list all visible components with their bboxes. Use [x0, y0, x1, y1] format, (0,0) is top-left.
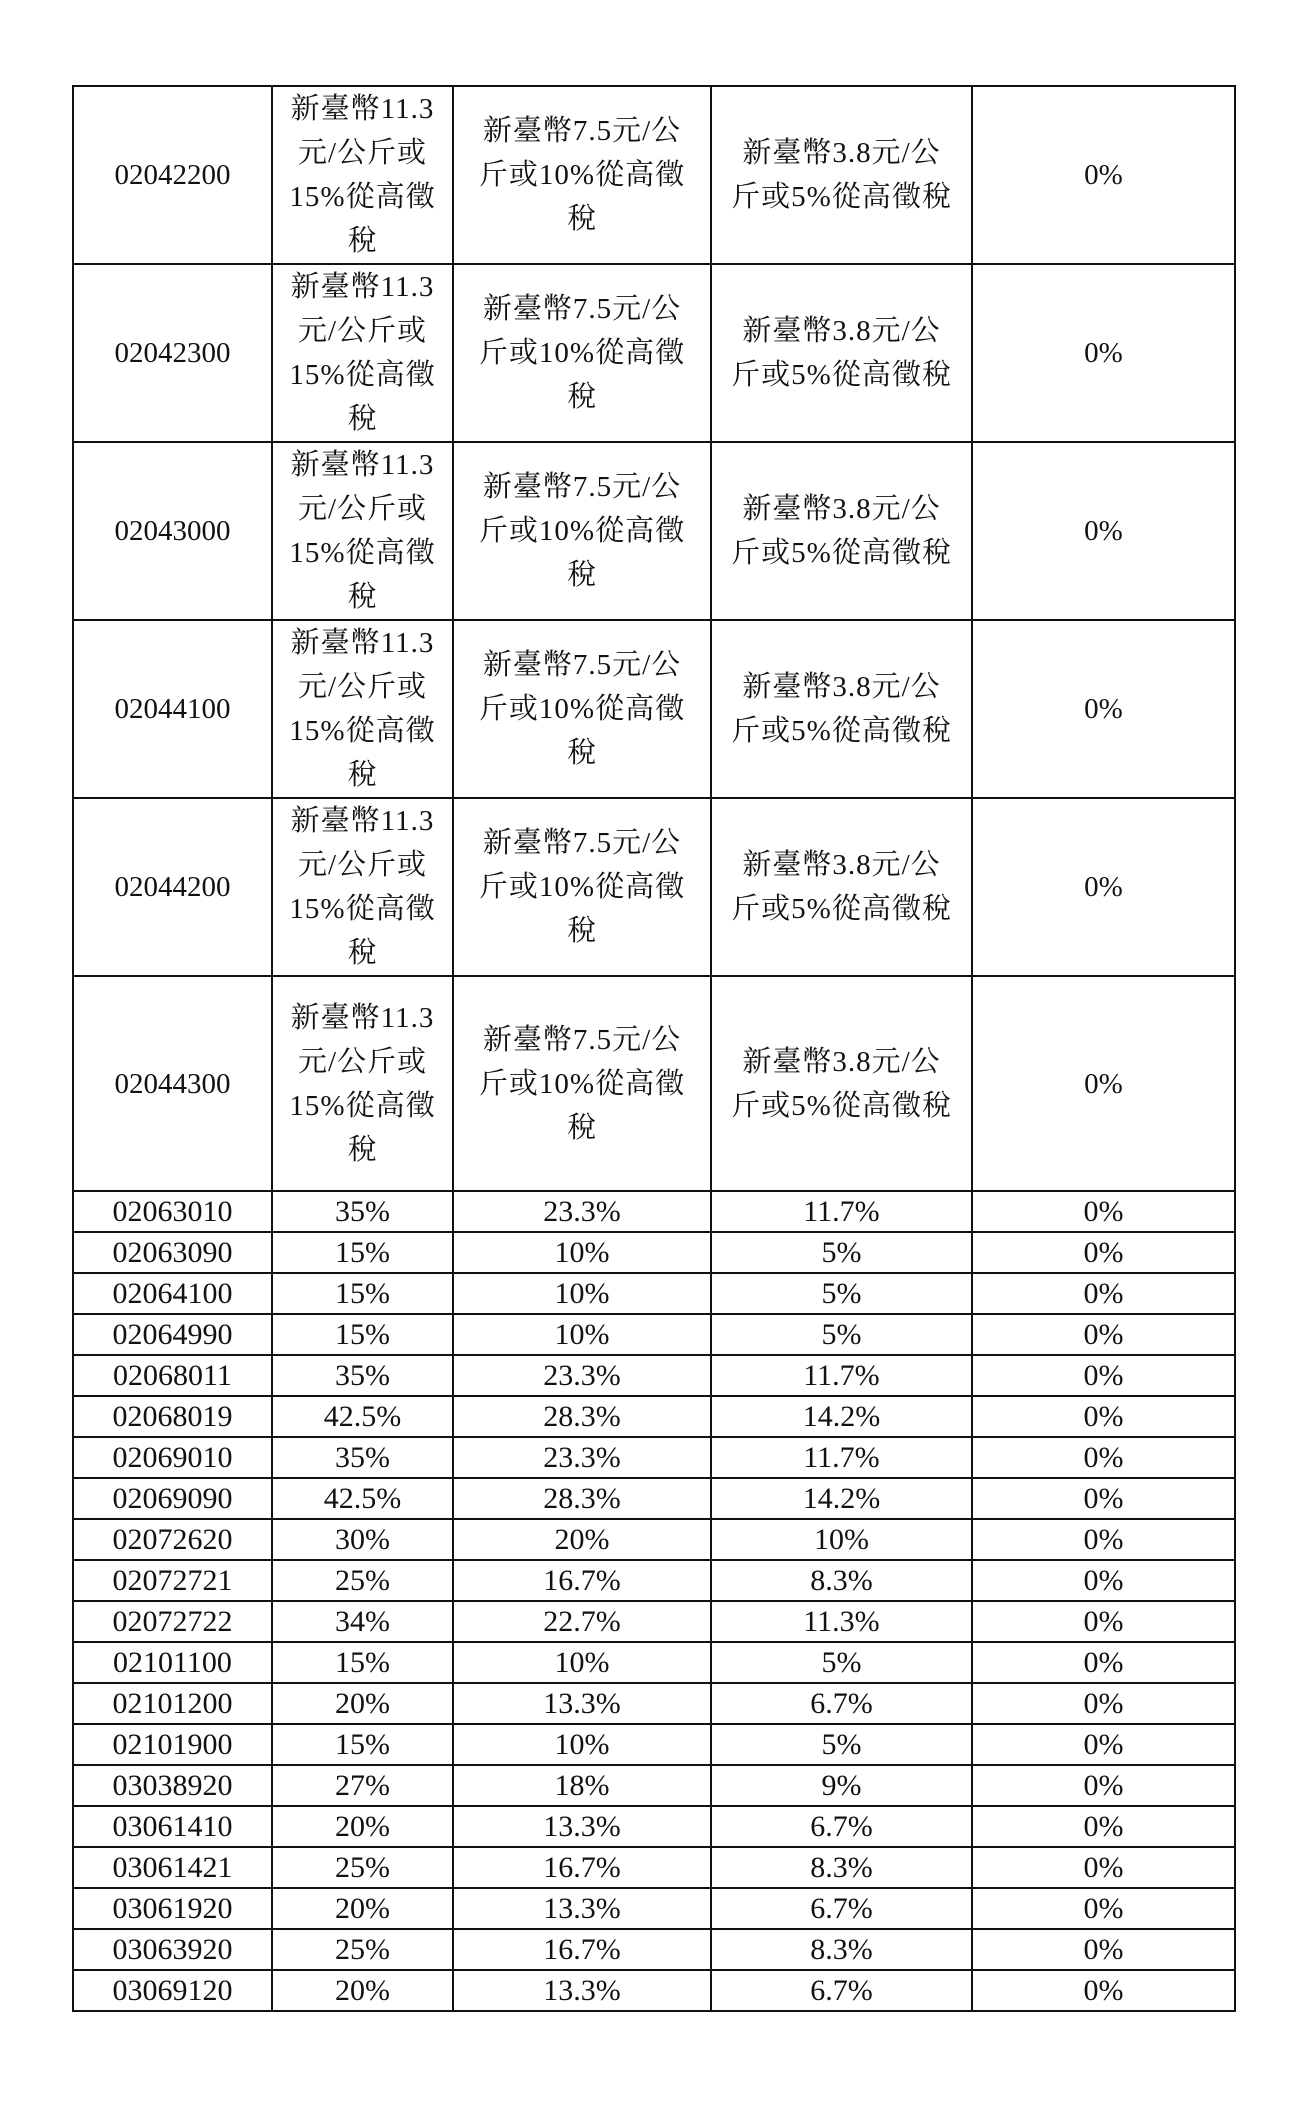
rate-cell-3	[711, 976, 972, 1191]
tariff-code-cell: 03061421	[73, 1847, 272, 1888]
rate-cell-3: 11.7%	[711, 1355, 972, 1396]
tariff-code-cell: 02063010	[73, 1191, 272, 1232]
tariff-code-cell: 02072721	[73, 1560, 272, 1601]
rate-cell-3: 5%	[711, 1642, 972, 1683]
table-row	[73, 1765, 1235, 1806]
rate-cell-2: 10%	[453, 1724, 711, 1765]
rate-cell-4: 0%	[972, 1191, 1235, 1232]
rate-cell-2: 10%	[453, 1314, 711, 1355]
rate-cell-2: 16.7%	[453, 1847, 711, 1888]
table-row	[73, 1519, 1235, 1560]
tariff-code-cell: 03063920	[73, 1929, 272, 1970]
cell-text-line: 斤或10%從高徵	[478, 1067, 686, 1100]
rate-cell-2: 13.3%	[453, 1683, 711, 1724]
table-row	[73, 620, 1235, 798]
rate-cell-3: 11.7%	[711, 1191, 972, 1232]
table-row	[73, 1806, 1235, 1847]
rate-cell-1: 15%	[272, 1232, 453, 1273]
rate-cell-3: 5%	[711, 1314, 972, 1355]
rate-cell-4: 0%	[972, 1355, 1235, 1396]
cell-text-line: 斤或10%從高徵	[478, 871, 686, 903]
cell-text-line: 15%從高徵	[289, 1089, 436, 1122]
rate-cell-2: 22.7%	[453, 1601, 711, 1642]
table-row	[73, 1888, 1235, 1929]
table-row	[73, 1478, 1235, 1519]
rate-cell-1: 20%	[272, 1683, 453, 1724]
rate-cell-1: 25%	[272, 1560, 453, 1601]
rate-cell-2: 13.3%	[453, 1888, 711, 1929]
rate-cell-4: 0%	[972, 1560, 1235, 1601]
rate-cell-2: 20%	[453, 1519, 711, 1560]
rate-cell-4: 0%	[972, 1970, 1235, 2011]
table-row	[73, 1232, 1235, 1273]
rate-cell-4: 0%	[972, 1847, 1235, 1888]
rate-cell-2: 18%	[453, 1765, 711, 1806]
cell-text-line: 稅	[566, 559, 597, 591]
rate-cell-4: 0%	[972, 1642, 1235, 1683]
cell-text-line: 新臺幣11.3	[290, 627, 435, 659]
cell-text-line: 元/公斤或	[297, 1045, 428, 1078]
tariff-code-cell: 02069010	[73, 1437, 272, 1478]
cell-text-line: 稅	[347, 403, 378, 435]
cell-text-line: 斤或5%從高徵稅	[731, 715, 952, 747]
rate-cell-1: 35%	[272, 1191, 453, 1232]
tariff-code-cell: 02044100	[73, 620, 272, 798]
table-row	[73, 1847, 1235, 1888]
rate-cell-2: 23.3%	[453, 1355, 711, 1396]
tariff-code-cell: 02101200	[73, 1683, 272, 1724]
rate-cell-1	[272, 442, 453, 620]
cell-text-line: 稅	[566, 915, 597, 947]
cell-text-line: 稅	[347, 759, 378, 791]
cell-text-line: 元/公斤或	[297, 671, 428, 703]
rate-cell-2: 23.3%	[453, 1191, 711, 1232]
rate-cell-2	[453, 798, 711, 976]
rate-cell-2	[453, 976, 711, 1191]
rate-cell-3: 5%	[711, 1273, 972, 1314]
table-row	[73, 1314, 1235, 1355]
rate-cell-4: 0%	[972, 1273, 1235, 1314]
rate-cell-2: 23.3%	[453, 1437, 711, 1478]
rate-cell-3: 6.7%	[711, 1970, 972, 2011]
cell-text-line: 新臺幣11.3	[290, 1001, 435, 1034]
rate-cell-1	[272, 86, 453, 264]
cell-text-line: 斤或5%從高徵稅	[731, 1089, 952, 1122]
table-row	[73, 1601, 1235, 1642]
cell-text-line: 稅	[347, 1133, 378, 1166]
rate-cell-3	[711, 798, 972, 976]
rate-cell-1: 42.5%	[272, 1478, 453, 1519]
tariff-code-cell: 03069120	[73, 1970, 272, 2011]
rate-cell-3: 6.7%	[711, 1888, 972, 1929]
table-row	[73, 798, 1235, 976]
cell-text-line: 新臺幣7.5元/公	[482, 293, 682, 325]
rate-cell-1: 20%	[272, 1888, 453, 1929]
rate-cell-2: 13.3%	[453, 1806, 711, 1847]
table-row	[73, 86, 1235, 264]
cell-text-line: 15%從高徵	[289, 893, 436, 925]
cell-text-line: 新臺幣3.8元/公	[742, 315, 941, 347]
cell-text-line: 新臺幣11.3	[290, 93, 435, 125]
cell-text-line: 15%從高徵	[289, 715, 436, 747]
tariff-code-cell: 02044300	[73, 976, 272, 1191]
tariff-code-cell: 02072620	[73, 1519, 272, 1560]
rate-cell-1: 15%	[272, 1724, 453, 1765]
rate-cell-4: 0%	[972, 264, 1235, 442]
rate-cell-3: 10%	[711, 1519, 972, 1560]
rate-cell-1: 35%	[272, 1355, 453, 1396]
cell-text-line: 斤或10%從高徵	[478, 159, 686, 191]
rate-cell-1: 20%	[272, 1970, 453, 2011]
cell-text-line: 新臺幣7.5元/公	[482, 471, 682, 503]
rate-cell-3: 9%	[711, 1765, 972, 1806]
rate-cell-2	[453, 264, 711, 442]
cell-text-line: 稅	[566, 737, 597, 769]
rate-cell-4: 0%	[972, 1519, 1235, 1560]
rate-cell-3: 14.2%	[711, 1396, 972, 1437]
rate-cell-2	[453, 86, 711, 264]
cell-text-line: 新臺幣7.5元/公	[482, 1023, 682, 1056]
tariff-code-cell: 02101900	[73, 1724, 272, 1765]
rate-cell-1: 25%	[272, 1929, 453, 1970]
rate-cell-4: 0%	[972, 1314, 1235, 1355]
cell-text-line: 元/公斤或	[297, 137, 428, 169]
tariff-code-cell: 03061410	[73, 1806, 272, 1847]
rate-cell-2: 16.7%	[453, 1560, 711, 1601]
cell-text-line: 元/公斤或	[297, 315, 428, 347]
tariff-code-cell: 03061920	[73, 1888, 272, 1929]
rate-cell-4: 0%	[972, 1683, 1235, 1724]
table-row	[73, 1683, 1235, 1724]
cell-text-line: 元/公斤或	[297, 493, 428, 525]
table-row	[73, 1724, 1235, 1765]
cell-text-line: 新臺幣3.8元/公	[742, 671, 941, 703]
rate-cell-3: 14.2%	[711, 1478, 972, 1519]
rate-cell-1: 35%	[272, 1437, 453, 1478]
table-row	[73, 1929, 1235, 1970]
rate-cell-3: 11.7%	[711, 1437, 972, 1478]
tariff-code-cell: 02068019	[73, 1396, 272, 1437]
cell-text-line: 新臺幣3.8元/公	[742, 1045, 941, 1078]
cell-text-line: 元/公斤或	[297, 849, 428, 881]
rate-cell-2: 13.3%	[453, 1970, 711, 2011]
rate-cell-4: 0%	[972, 976, 1235, 1191]
rate-cell-1: 42.5%	[272, 1396, 453, 1437]
rate-cell-3: 8.3%	[711, 1929, 972, 1970]
rate-cell-1	[272, 976, 453, 1191]
cell-text-line: 稅	[566, 381, 597, 413]
cell-text-line: 新臺幣7.5元/公	[482, 827, 682, 859]
rate-cell-3: 5%	[711, 1724, 972, 1765]
table-row	[73, 1273, 1235, 1314]
table-row	[73, 1642, 1235, 1683]
rate-cell-4: 0%	[972, 1437, 1235, 1478]
cell-text-line: 稅	[347, 937, 378, 969]
rate-cell-1: 15%	[272, 1642, 453, 1683]
rate-cell-3	[711, 442, 972, 620]
rate-cell-4: 0%	[972, 86, 1235, 264]
table-row	[73, 442, 1235, 620]
tariff-code-cell: 02043000	[73, 442, 272, 620]
rate-cell-2	[453, 442, 711, 620]
rate-cell-3	[711, 264, 972, 442]
tariff-code-cell: 02064100	[73, 1273, 272, 1314]
rate-cell-1	[272, 620, 453, 798]
cell-text-line: 稅	[347, 225, 378, 257]
cell-text-line: 斤或5%從高徵稅	[731, 893, 952, 925]
tariff-code-cell: 02101100	[73, 1642, 272, 1683]
rate-cell-3	[711, 86, 972, 264]
tariff-code-cell: 02042300	[73, 264, 272, 442]
rate-cell-4: 0%	[972, 1888, 1235, 1929]
rate-cell-1: 27%	[272, 1765, 453, 1806]
rate-cell-3: 11.3%	[711, 1601, 972, 1642]
rate-cell-2: 10%	[453, 1232, 711, 1273]
rate-cell-4: 0%	[972, 1929, 1235, 1970]
cell-text-line: 新臺幣3.8元/公	[742, 849, 941, 881]
rate-cell-3: 8.3%	[711, 1560, 972, 1601]
cell-text-line: 斤或5%從高徵稅	[731, 537, 952, 569]
cell-text-line: 斤或5%從高徵稅	[731, 359, 952, 391]
rate-cell-1: 15%	[272, 1273, 453, 1314]
rate-cell-4: 0%	[972, 442, 1235, 620]
table-row	[73, 1191, 1235, 1232]
rate-cell-2: 10%	[453, 1642, 711, 1683]
cell-text-line: 15%從高徵	[289, 359, 436, 391]
cell-text-line: 稅	[566, 203, 597, 235]
rate-cell-1: 25%	[272, 1847, 453, 1888]
rate-cell-1: 15%	[272, 1314, 453, 1355]
cell-text-line: 新臺幣7.5元/公	[482, 115, 682, 147]
tariff-code-cell: 02064990	[73, 1314, 272, 1355]
rate-cell-4: 0%	[972, 1765, 1235, 1806]
cell-text-line: 15%從高徵	[289, 181, 436, 213]
rate-cell-3: 6.7%	[711, 1683, 972, 1724]
table-row	[73, 1396, 1235, 1437]
tariff-code-cell: 02044200	[73, 798, 272, 976]
cell-text-line: 新臺幣11.3	[290, 449, 435, 481]
rate-cell-4: 0%	[972, 1232, 1235, 1273]
cell-text-line: 斤或5%從高徵稅	[731, 181, 952, 213]
cell-text-line: 新臺幣3.8元/公	[742, 493, 941, 525]
cell-text-line: 斤或10%從高徵	[478, 693, 686, 725]
rate-cell-4: 0%	[972, 1806, 1235, 1847]
tariff-code-cell: 02063090	[73, 1232, 272, 1273]
table-row	[73, 1355, 1235, 1396]
cell-text-line: 稅	[566, 1111, 597, 1144]
cell-text-line: 15%從高徵	[289, 537, 436, 569]
rate-cell-4: 0%	[972, 1396, 1235, 1437]
cell-text-line: 新臺幣11.3	[290, 271, 435, 303]
rate-cell-4: 0%	[972, 1478, 1235, 1519]
cell-text-line: 斤或10%從高徵	[478, 337, 686, 369]
rate-cell-1: 34%	[272, 1601, 453, 1642]
rate-cell-1: 20%	[272, 1806, 453, 1847]
rate-cell-3: 6.7%	[711, 1806, 972, 1847]
rate-cell-4: 0%	[972, 1601, 1235, 1642]
tariff-code-cell: 02072722	[73, 1601, 272, 1642]
cell-text-line: 新臺幣11.3	[290, 805, 435, 837]
rate-cell-2: 28.3%	[453, 1478, 711, 1519]
rate-cell-2	[453, 620, 711, 798]
tariff-code-cell: 03038920	[73, 1765, 272, 1806]
rate-cell-2: 16.7%	[453, 1929, 711, 1970]
tariff-table	[72, 85, 1236, 2012]
rate-cell-1	[272, 798, 453, 976]
rate-cell-4: 0%	[972, 798, 1235, 976]
rate-cell-3: 8.3%	[711, 1847, 972, 1888]
rate-cell-1	[272, 264, 453, 442]
tariff-code-cell: 02069090	[73, 1478, 272, 1519]
rate-cell-4: 0%	[972, 1724, 1235, 1765]
rate-cell-4: 0%	[972, 620, 1235, 798]
rate-cell-2: 28.3%	[453, 1396, 711, 1437]
tariff-table-body	[73, 86, 1235, 2011]
table-row	[73, 1560, 1235, 1601]
rate-cell-3: 5%	[711, 1232, 972, 1273]
table-row	[73, 264, 1235, 442]
rate-cell-2: 10%	[453, 1273, 711, 1314]
tariff-code-cell: 02042200	[73, 86, 272, 264]
tariff-code-cell: 02068011	[73, 1355, 272, 1396]
table-row	[73, 976, 1235, 1191]
rate-cell-1: 30%	[272, 1519, 453, 1560]
table-row	[73, 1970, 1235, 2011]
rate-cell-3	[711, 620, 972, 798]
table-row	[73, 1437, 1235, 1478]
cell-text-line: 稅	[347, 581, 378, 613]
cell-text-line: 斤或10%從高徵	[478, 515, 686, 547]
cell-text-line: 新臺幣7.5元/公	[482, 649, 682, 681]
cell-text-line: 新臺幣3.8元/公	[742, 137, 941, 169]
